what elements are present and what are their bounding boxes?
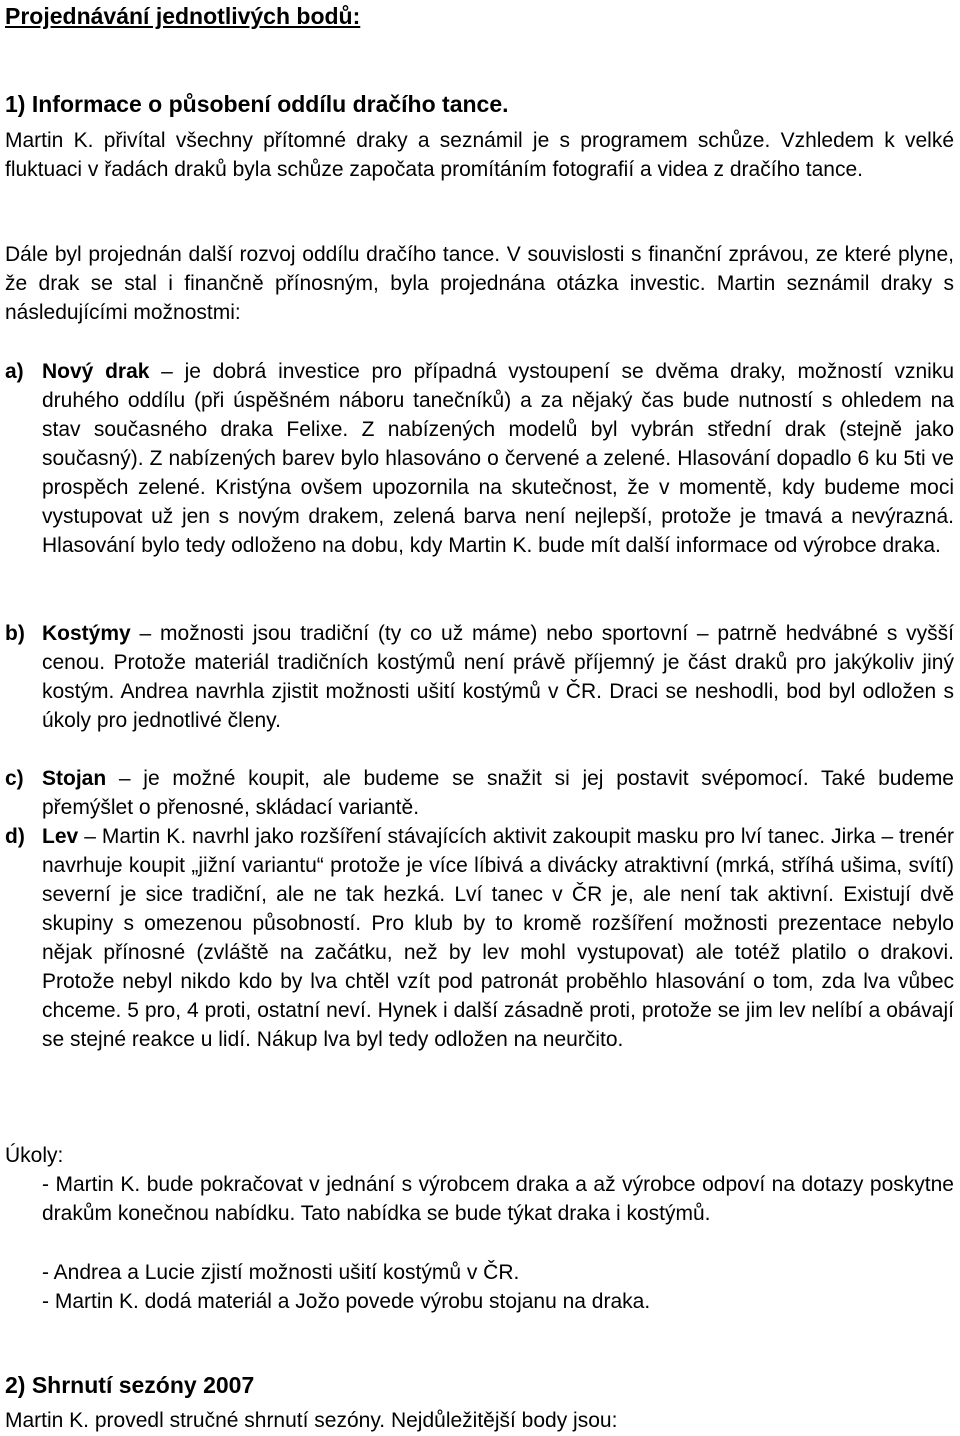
section1-paragraph-1: Martin K. přivítal všechny přítomné draky a seznámil je s programem schůze. Vzhledem k velké fluktuaci v řadách draků byla schůze započata promítáním fotografií a videa z dračího tance. — [5, 129, 954, 181]
option-text: – je dobrá investice pro případná vystoupení se dvěma draky, možností vzniku druhého oddílu (při úspěšném náboru tanečníků) a za nějaký čas bude nutností s ohledem na stav současného draka Felixe. Z nabízených modelů byl vybrán střední drak (stejně jako současný). Z nabízených barev bylo hlasováno o červené a zelené. Hlasování dopadlo 6 ku 5ti ve prospěch zelené. Kristýna ovšem upozornila na skutečnost, že v momentě, kdy budeme moci vystupovat už jen s novým drakem, zelená barva není nejlepší, protože je tmavá a nevýrazná. Hlasování bylo tedy odloženo na dobu, kdy Martin K. bude mít další informace od výrobce draka. — [42, 360, 954, 557]
tasks-label: Úkoly: — [5, 1144, 64, 1167]
option-text-block — [42, 822, 954, 1054]
option-text: – Martin K. navrhl jako rozšíření stávajících aktivit zakoupit masku pro lví tanec. Jirka – trenér navrhuje koupit „jižní variantu“ protože je více líbivá a divácky atraktivní (mrká, stříhá ušima, svítí) severní je sice tradiční, ale ne tak hezká. Lví tanec v ČR je, ale není tak aktivní. Existují dvě skupiny s omezenou působností. Pro klub by to kromě rozšíření možnosti prezentace nebylo nějak přínosné (zvláště na začátku, než by lev mohl vystupovat) ale totéž platilo o drakovi. Protože nebyl nikdo kdo by lva chtěl vzít pod patronát proběhlo hlasování o tom, zda lva vůbec chceme. 5 pro, 4 proti, ostatní neví. Hynek i další zásadně proti, protože se jim lev nelíbí a obávají se stejné reakce u lidí. Nákup lva byl tedy odložen na neurčito. — [42, 825, 954, 1051]
option-label: c) — [5, 767, 24, 790]
option-text: – možnosti jsou tradiční (ty co už máme) nebo sportovní – patrně hedvábné s vyšší cenou. Protože materiál tradičních kostýmů není právě příjemný je část draků pro jakýkoliv jiný kostým. Andrea navrhla zjistit možnosti ušití kostýmů v ČR. Draci se neshodli, bod byl odložen s úkoly pro jednotlivé členy. — [42, 622, 954, 732]
option-text: – je možné koupit, ale budeme se snažit si jej postavit svépomocí. Také budeme přemýšlet o přenosné, skládací variantě. — [42, 767, 954, 819]
task-item: - Martin K. bude pokračovat v jednání s výrobcem draka a až výrobce odpoví na dotazy poskytne drakům konečnou nabídku. Tato nabídka se bude týkat draka i kostýmů. — [42, 1173, 954, 1225]
section1-paragraph-2: Dále byl projednán další rozvoj oddílu dračího tance. V souvislosti s finanční zprávou, ze které plyne, že drak se stal i finančně přínosným, byla projednána otázka investic. Martin seznámil draky s následujícími možnostmi: — [5, 243, 954, 324]
option-title: Nový drak — [42, 360, 150, 383]
page-heading: Projednávání jednotlivých bodů: — [5, 3, 361, 29]
option-title: Kostýmy — [42, 622, 131, 645]
task-item: - Martin K. dodá materiál a Jožo povede výrobu stojanu na draka. — [42, 1290, 651, 1313]
option-title: Stojan — [42, 767, 107, 790]
section1-title: 1) Informace o působení oddílu dračího tance. — [5, 91, 509, 117]
option-text-block — [42, 357, 954, 560]
section2-paragraph-1: Martin K. provedl stručné shrnutí sezóny. Nejdůležitější body jsou: — [5, 1409, 618, 1432]
option-label: a) — [5, 360, 24, 383]
section2-title: 2) Shrnutí sezóny 2007 — [5, 1372, 255, 1398]
option-text-block — [42, 764, 954, 822]
option-label: b) — [5, 622, 25, 645]
option-text-block — [42, 619, 954, 735]
option-label: d) — [5, 825, 25, 848]
option-title: Lev — [42, 825, 79, 848]
task-item: - Andrea a Lucie zjistí možnosti ušití kostýmů v ČR. — [42, 1261, 520, 1284]
